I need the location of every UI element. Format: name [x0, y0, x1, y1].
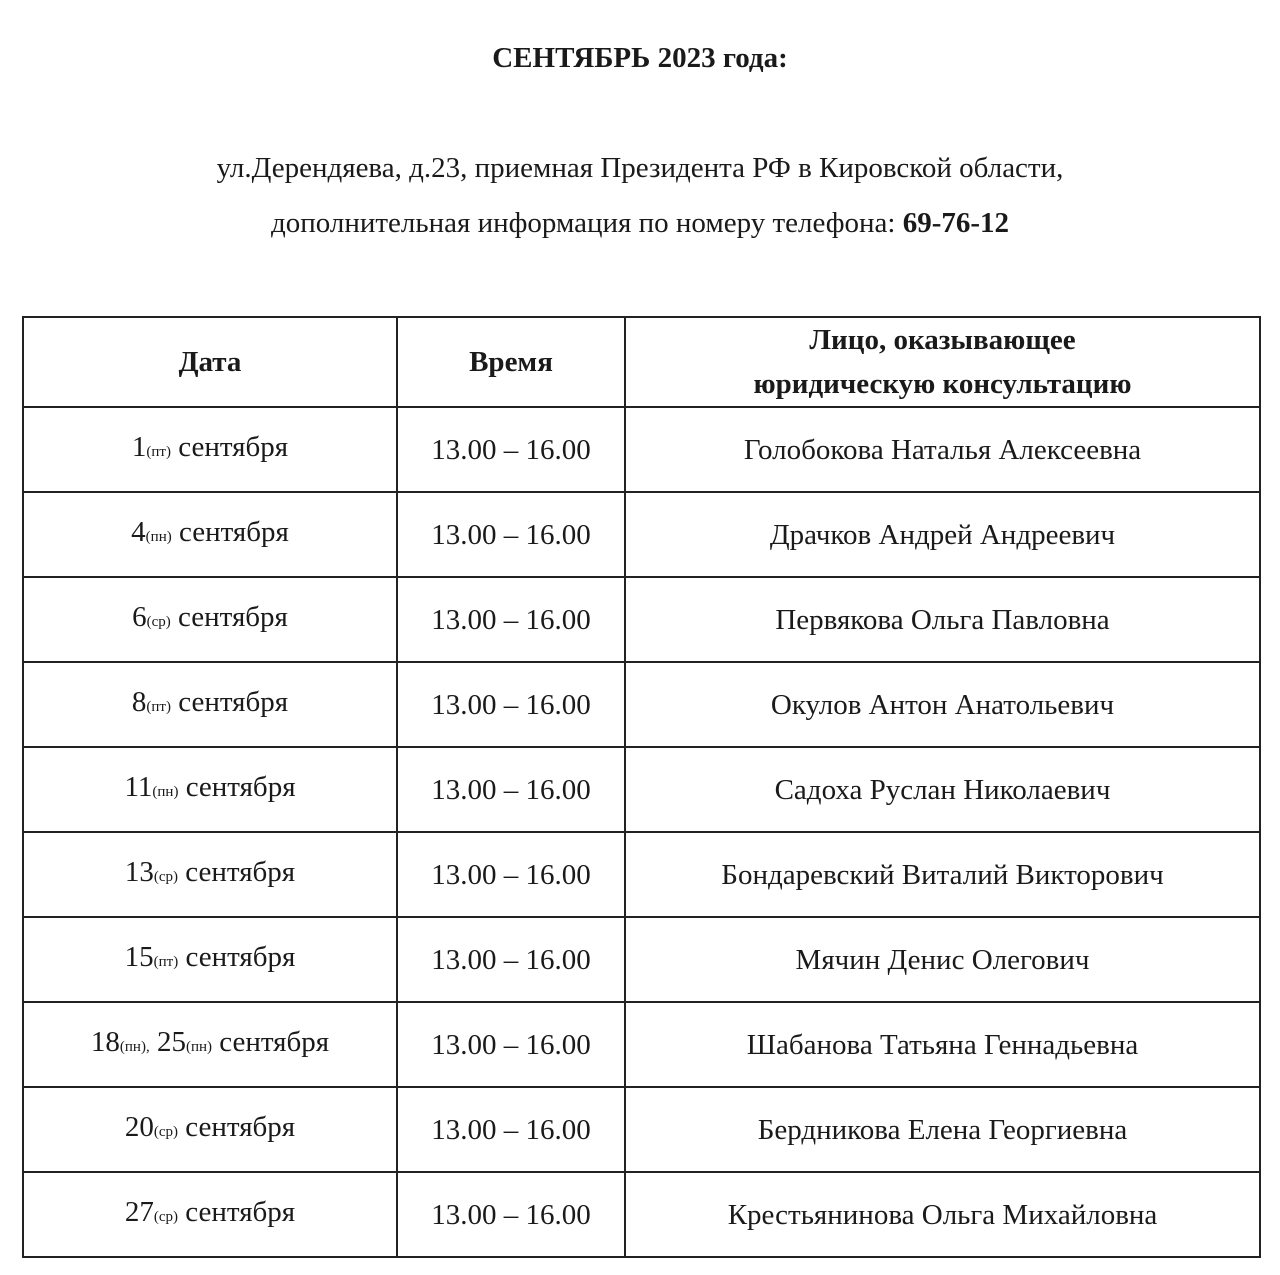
date-cell [23, 1172, 397, 1257]
table-row [23, 1172, 1260, 1257]
person-cell: Садоха Руслан Николаевич [625, 747, 1260, 832]
table-row [23, 407, 1260, 492]
weekday: (пт) [153, 954, 179, 970]
time-cell: 13.00 – 16.00 [397, 492, 625, 577]
month: сентября [219, 1026, 330, 1058]
day: 20 [124, 1111, 154, 1143]
person-cell: Крестьянинова Ольга Михайловна [625, 1172, 1260, 1257]
table-row [23, 747, 1260, 832]
date-cell [23, 577, 397, 662]
day: 13 [124, 856, 154, 888]
phone-number: 69-76-12 [902, 207, 1010, 239]
date-cell [23, 747, 397, 832]
time-cell: 13.00 – 16.00 [397, 1087, 625, 1172]
weekday-second: (пн) [185, 1039, 212, 1055]
weekday: (пн), [119, 1039, 150, 1055]
month: сентября [178, 431, 289, 463]
weekday: (пт) [146, 699, 171, 715]
person-cell: Драчков Андрей Андреевич [625, 492, 1260, 577]
table-row [23, 917, 1260, 1002]
month: сентября [185, 856, 296, 888]
day: 6 [132, 601, 147, 633]
weekday: (ср) [153, 1124, 179, 1140]
date-cell [23, 1087, 397, 1172]
time-cell: 13.00 – 16.00 [397, 832, 625, 917]
table-body [23, 407, 1260, 1257]
weekday: (ср) [146, 614, 171, 630]
day-second: 25 [156, 1026, 186, 1058]
address-line: ул.Дерендяева, д.23, приемная Президента РФ в Кировской области, [216, 152, 1064, 184]
weekday: (ср) [153, 869, 179, 885]
month: сентября [185, 1196, 296, 1228]
person-cell: Бердникова Елена Георгиевна [625, 1087, 1260, 1172]
table-header-row [23, 317, 1260, 407]
day: 18 [90, 1026, 120, 1058]
person-cell: Голобокова Наталья Алексеевна [625, 407, 1260, 492]
person-cell: Первякова Ольга Павловна [625, 577, 1260, 662]
table-row [23, 577, 1260, 662]
time-cell: 13.00 – 16.00 [397, 747, 625, 832]
header-person-line1: Лицо, оказывающее [809, 324, 1076, 356]
month: сентября [185, 1111, 296, 1143]
person-cell: Окулов Антон Анатольевич [625, 662, 1260, 747]
time-cell: 13.00 – 16.00 [397, 1172, 625, 1257]
header-date: Дата [23, 317, 397, 407]
time-cell: 13.00 – 16.00 [397, 577, 625, 662]
weekday: (пн) [152, 784, 179, 800]
page-title: СЕНТЯБРЬ 2023 года: [492, 42, 788, 74]
time-cell: 13.00 – 16.00 [397, 407, 625, 492]
month: сентября [178, 516, 289, 548]
table-row [23, 1002, 1260, 1087]
person-cell: Бондаревский Виталий Викторович [625, 832, 1260, 917]
month: сентября [178, 601, 288, 633]
day: 4 [131, 516, 146, 548]
table-row [23, 662, 1260, 747]
table-row [23, 832, 1260, 917]
table-row [23, 492, 1260, 577]
day: 1 [131, 431, 147, 463]
date-cell [23, 492, 397, 577]
header-time: Время [397, 317, 625, 407]
date-cell [23, 1002, 397, 1087]
day: 8 [131, 686, 147, 718]
person-cell: Мячин Денис Олегович [625, 917, 1260, 1002]
header-person-line2: юридическую консультацию [753, 368, 1132, 400]
day: 11 [124, 771, 153, 803]
day: 15 [124, 941, 154, 973]
month: сентября [185, 941, 296, 973]
date-cell [23, 832, 397, 917]
time-cell: 13.00 – 16.00 [397, 662, 625, 747]
weekday: (пн) [145, 529, 172, 545]
day: 27 [124, 1196, 154, 1228]
month: сентября [185, 771, 296, 803]
schedule-table [22, 316, 1261, 1258]
weekday: (пт) [146, 444, 171, 460]
weekday: (ср) [153, 1209, 179, 1225]
phone-line [0, 203, 1280, 243]
date-cell [23, 917, 397, 1002]
phone-line-prefix: дополнительная информация по номеру телефона: [270, 207, 896, 239]
month: сентября [178, 686, 289, 718]
time-cell: 13.00 – 16.00 [397, 917, 625, 1002]
table-row [23, 1087, 1260, 1172]
date-cell [23, 407, 397, 492]
time-cell: 13.00 – 16.00 [397, 1002, 625, 1087]
header-person [625, 317, 1260, 407]
person-cell: Шабанова Татьяна Геннадьевна [625, 1002, 1260, 1087]
date-cell [23, 662, 397, 747]
